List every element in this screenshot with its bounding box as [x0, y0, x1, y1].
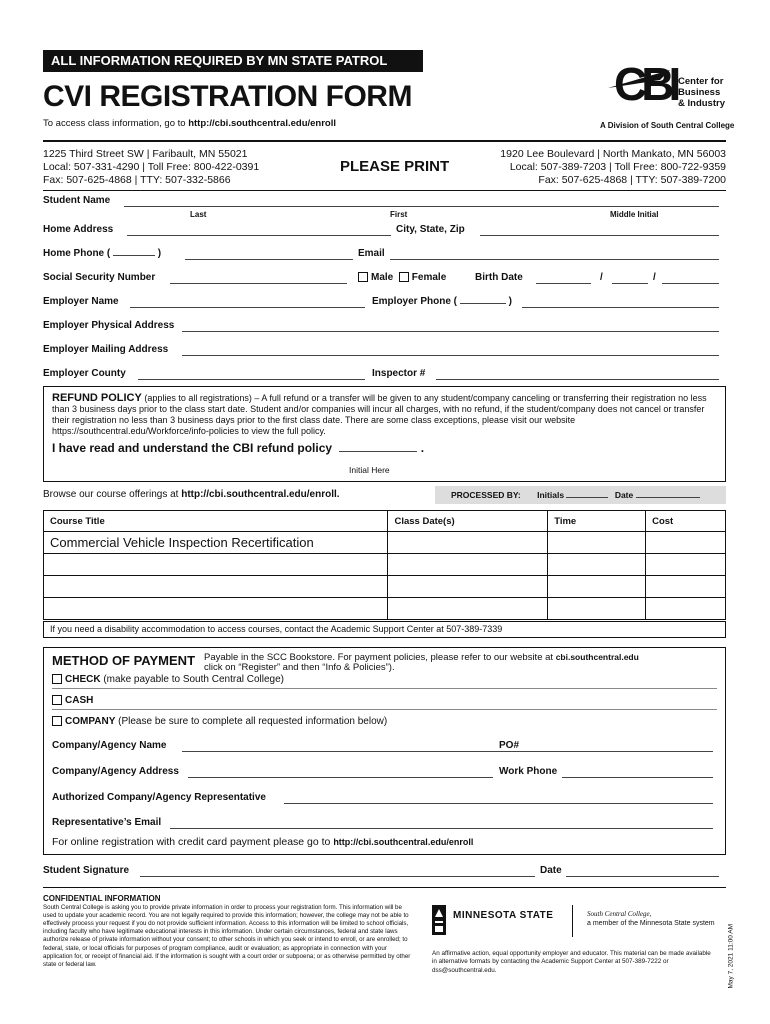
employer-mailing-label: Employer Mailing Address — [43, 344, 169, 355]
cbi-logo-mark — [600, 40, 730, 130]
home-phone-input[interactable] — [185, 259, 353, 260]
logo-name-2: Business — [678, 87, 721, 98]
table-row — [44, 554, 726, 576]
cash-label: CASH — [65, 695, 94, 706]
employer-phone-input[interactable] — [522, 307, 719, 308]
middle-initial-label: Middle Initial — [610, 210, 659, 219]
logo-letters: CBI — [614, 58, 676, 110]
agency-name-input[interactable] — [182, 751, 537, 752]
refund-policy-box — [43, 386, 726, 482]
footer-divider — [43, 887, 726, 888]
cost-cell[interactable] — [646, 598, 726, 620]
course-title-header: Course Title — [44, 511, 388, 532]
minnesota-state-text: MINNESOTA STATE — [453, 910, 554, 921]
processed-by-box — [435, 486, 726, 504]
birth-slash-2: / — [653, 272, 656, 283]
disability-note: If you need a disability accommodation to access courses, contact the Academic Support Center at 507-389-7339 — [43, 621, 726, 638]
browse-url[interactable]: http://cbi.southcentral.edu/enroll. — [181, 489, 340, 500]
company-label: COMPANY — [65, 716, 116, 727]
student-name-input[interactable] — [124, 206, 719, 207]
address-left-2: Local: 507-331-4290 | Toll Free: 800-422-0391 — [43, 161, 260, 173]
employer-phone-area-input[interactable] — [460, 303, 506, 304]
home-phone-area-input[interactable] — [113, 255, 155, 256]
employer-phone-label — [372, 296, 512, 307]
time-cell[interactable] — [548, 554, 646, 576]
course-title-cell[interactable] — [44, 598, 388, 620]
class-dates-cell[interactable] — [388, 598, 548, 620]
payment-note-2: click on “Register” and then “Info & Policies”). — [204, 662, 395, 673]
authorized-rep-label: Authorized Company/Agency Representative — [52, 792, 266, 803]
employer-mailing-input[interactable] — [182, 355, 719, 356]
scc-name: South Central College, — [587, 910, 652, 918]
birth-day-input[interactable] — [612, 283, 648, 284]
online-url[interactable]: http://cbi.southcentral.edu/enroll — [333, 837, 474, 847]
ssn-input[interactable] — [170, 283, 347, 284]
browse-line — [43, 489, 340, 500]
initial-here-label: Initial Here — [349, 465, 390, 475]
processed-date-input[interactable] — [636, 497, 700, 498]
cash-checkbox[interactable] — [52, 695, 62, 705]
check-checkbox[interactable] — [52, 674, 62, 684]
refund-ack-end: . — [420, 441, 425, 455]
class-dates-cell[interactable] — [388, 532, 548, 554]
check-label: CHECK — [65, 674, 101, 685]
ssn-label: Social Security Number — [43, 272, 156, 283]
course-table — [43, 510, 726, 620]
signature-date-label: Date — [540, 865, 562, 876]
address-right-1: 1920 Lee Boulevard | North Mankato, MN 56003 — [500, 148, 726, 160]
time-header: Time — [548, 511, 646, 532]
refund-body: (applies to all registrations) – A full refund or a transfer will be given to any student/company canceling or transferring their registration no less than 3 business days prior to the class start date. Student and/or companies will incur all charges, with no refund, if the student/company does not cancel or transfer their registration no less than 3 business days prior to the first class date. There are some class exceptions, please visit our website https://southcentral.edu/Workforce/info-policies to view the full policy. — [52, 393, 707, 436]
table-row — [44, 576, 726, 598]
course-table-header — [44, 511, 726, 532]
cost-cell[interactable] — [646, 576, 726, 598]
online-prefix: For online registration with credit card payment please go to — [52, 836, 334, 848]
payment-box — [43, 647, 726, 855]
payment-note — [204, 652, 639, 673]
company-note: (Please be sure to complete all requested information below) — [115, 716, 388, 727]
time-cell[interactable] — [548, 532, 646, 554]
scc-member-text: a member of the Minnesota State system — [587, 920, 715, 927]
access-url[interactable]: http://cbi.southcentral.edu/enroll — [188, 118, 337, 129]
inspector-input[interactable] — [436, 379, 719, 380]
agency-name-label: Company/Agency Name — [52, 740, 167, 751]
gender-options — [358, 272, 446, 283]
check-option — [52, 672, 717, 689]
city-state-zip-input[interactable] — [480, 235, 719, 236]
confidential-text: South Central College is asking you to provide private information in order to process your registration form. This information will be used to update your academic record. You are not legally required to provide this information; however, the college may not be able to effectively process your request if you do not provide sufficient information. Access to this information will be limited to school officials, including faculty who have legitimate educational interests in this information. Under certain circumstances, federal and state laws authorize release of private information without your consent; to other schools in which you seek or intend to enroll, or are enrolled; to federal, state, or local officials for purposes of program compliance, audit or evaluation; as appropriate in connection with your application for, or receipt of financial aid. If the information is sought with a court order or subpoena; or as otherwise permitted by other state or federal law. — [43, 904, 411, 968]
signature-date-input[interactable] — [566, 876, 719, 877]
rep-email-input[interactable] — [170, 828, 713, 829]
birth-month-input[interactable] — [536, 283, 591, 284]
refund-initial-input[interactable] — [339, 451, 417, 452]
form-title: CVI REGISTRATION FORM — [43, 80, 412, 113]
address-right-3: Fax: 507-625-4868 | TTY: 507-389-7200 — [538, 174, 726, 186]
scc-member — [587, 910, 715, 928]
confidential-heading: CONFIDENTIAL INFORMATION — [43, 894, 161, 903]
logo-name-1: Center for — [678, 76, 724, 87]
confidential-info — [43, 895, 413, 969]
refund-ack-text: I have read and understand the CBI refund policy — [52, 441, 333, 455]
payment-note-url[interactable]: cbi.southcentral.edu — [555, 652, 639, 662]
table-row — [44, 532, 726, 554]
cost-cell[interactable] — [646, 554, 726, 576]
address-left — [43, 148, 259, 187]
division-text: A Division of South Central College — [600, 121, 735, 130]
agency-address-label: Company/Agency Address — [52, 766, 179, 777]
employer-physical-input[interactable] — [182, 331, 719, 332]
female-label: Female — [411, 272, 447, 283]
course-title-cell[interactable]: Commercial Vehicle Inspection Recertification — [44, 532, 388, 554]
employer-county-label: Employer County — [43, 368, 126, 379]
email-input[interactable] — [390, 259, 719, 260]
cbi-logo — [600, 40, 730, 130]
address-left-1: 1225 Third Street SW | Faribault, MN 55021 — [43, 148, 248, 160]
agency-address-input[interactable] — [188, 777, 493, 778]
male-checkbox[interactable] — [358, 272, 368, 282]
logo-divider — [572, 905, 573, 937]
female-checkbox[interactable] — [399, 272, 409, 282]
time-cell[interactable] — [548, 598, 646, 620]
please-print: PLEASE PRINT — [340, 158, 450, 175]
email-label: Email — [358, 248, 385, 259]
address-left-3: Fax: 507-625-4868 | TTY: 507-332-5866 — [43, 174, 231, 186]
cost-cell[interactable] — [646, 532, 726, 554]
course-title-cell[interactable] — [44, 554, 388, 576]
refund-heading: REFUND POLICY — [52, 392, 142, 404]
company-option — [52, 710, 717, 727]
employer-county-input[interactable] — [138, 379, 365, 380]
birth-date-label: Birth Date — [475, 272, 523, 283]
employer-phone-close: ) — [508, 296, 512, 307]
employer-name-input[interactable] — [130, 307, 365, 308]
required-banner: ALL INFORMATION REQUIRED BY MN STATE PATROL — [43, 50, 423, 72]
employer-physical-label: Employer Physical Address — [43, 320, 175, 331]
cost-header: Cost — [646, 511, 726, 532]
student-name-label: Student Name — [43, 195, 111, 206]
work-phone-label: Work Phone — [499, 766, 558, 777]
address-right-2: Local: 507-389-7203 | Toll Free: 800-722-9359 — [509, 161, 726, 173]
minnesota-state-icon — [432, 905, 446, 935]
inspector-label: Inspector # — [372, 368, 426, 379]
employer-phone-label-text: Employer Phone ( — [372, 296, 458, 307]
employer-name-label: Employer Name — [43, 296, 119, 307]
student-signature-input[interactable] — [140, 876, 535, 877]
rep-email-label: Representative’s Email — [52, 817, 162, 828]
company-checkbox[interactable] — [52, 716, 62, 726]
logo-name-3: & Industry — [678, 98, 725, 109]
home-phone-label-text: Home Phone ( — [43, 248, 111, 259]
payment-header — [52, 652, 717, 672]
city-state-zip-label: City, State, Zip — [396, 224, 465, 235]
birth-year-input[interactable] — [662, 283, 719, 284]
refund-ack — [52, 443, 717, 454]
birth-slash-1: / — [600, 272, 603, 283]
home-address-input[interactable] — [127, 235, 391, 236]
table-row — [44, 598, 726, 620]
processed-by-label: PROCESSED BY: — [451, 490, 521, 500]
authorized-rep-input[interactable] — [284, 803, 713, 804]
time-cell[interactable] — [548, 576, 646, 598]
class-dates-cell[interactable] — [388, 554, 548, 576]
home-phone-close: ) — [157, 248, 162, 259]
eeo-statement: An affirmative action, equal opportunity employer and educator. This material can be made available in alternative formats by contacting the Academic Support Center at 507-389-7222 or dss@southcentral.edu. — [432, 950, 711, 974]
minnesota-state-logo — [432, 905, 446, 940]
check-note: (make payable to South Central College) — [100, 674, 284, 685]
browse-prefix: Browse our course offerings at — [43, 489, 182, 500]
refund-policy-text — [52, 393, 717, 437]
header-divider — [43, 140, 726, 142]
first-label: First — [390, 210, 408, 219]
last-label: Last — [190, 210, 207, 219]
address-right — [500, 148, 726, 187]
course-title-cell[interactable] — [44, 576, 388, 598]
online-registration — [52, 836, 473, 848]
payment-heading: METHOD OF PAYMENT — [52, 653, 196, 668]
home-address-label: Home Address — [43, 224, 114, 235]
work-phone-input[interactable] — [562, 777, 713, 778]
student-signature-label: Student Signature — [43, 865, 130, 876]
cash-option — [52, 689, 717, 710]
male-label: Male — [371, 272, 394, 283]
po-label: PO# — [499, 740, 520, 751]
date-stamp: May 7, 2021 11:00 AM — [727, 923, 735, 989]
po-input[interactable] — [526, 751, 713, 752]
processed-date-label: Date — [614, 490, 634, 500]
access-line — [43, 118, 336, 129]
class-dates-cell[interactable] — [388, 576, 548, 598]
class-dates-header: Class Date(s) — [388, 511, 548, 532]
processed-initials-label: Initials — [537, 490, 565, 500]
address-divider — [43, 190, 726, 191]
payment-note-1: Payable in the SCC Bookstore. For payment policies, please refer to our website at — [204, 652, 556, 663]
access-prefix: To access class information, go to — [43, 118, 189, 129]
home-phone-label — [43, 248, 161, 259]
processed-initials-input[interactable] — [566, 497, 608, 498]
